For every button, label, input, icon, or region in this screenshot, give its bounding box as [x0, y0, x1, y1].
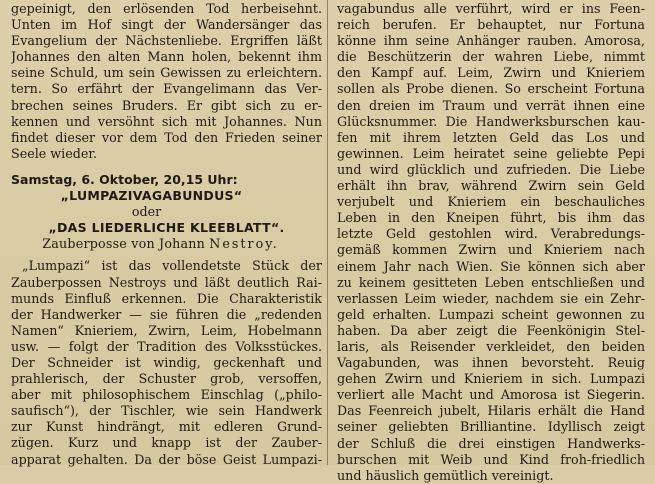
body-line: munds Einfluß erkennen. Die Charakteristik	[11, 290, 322, 306]
body-line: zügen. Kurz und knapp ist der Zauber-	[11, 435, 322, 451]
body-line: „Lumpazi“ ist das vollendetste Stück der	[22, 258, 322, 274]
body-line: geld erhalten. Lumpazi scheint gewonnen zu	[337, 306, 645, 322]
body-line: gewinnen. Leim heiratet seine geliebte Pepi	[337, 145, 645, 161]
date-heading: Samstag, 6. Oktober, 20,15 Uhr:	[11, 171, 238, 187]
body-line: Namen“ Knieriem, Zwirn, Leim, Hobelmann	[11, 322, 322, 338]
body-line: prahlerisch, der Schuster grob, versoffen,	[11, 371, 322, 387]
play-subtitle	[11, 236, 322, 252]
intro-line: Johannes den alten Mann holen, bekennt ihm	[11, 49, 322, 65]
column-rule	[327, 0, 328, 465]
intro-line: Seele wieder.	[11, 145, 98, 161]
intro-line: kennen und versöhnt sich mit Johannes. Nun	[11, 113, 322, 129]
body-line: gehen Zwirn und Knieriem in sich. Lumpazi	[337, 371, 645, 387]
body-line: der Schluß die drei einstigen Handwerks-	[337, 435, 645, 451]
body-line: letzte Geld gestohlen wird. Verabredungs-	[337, 226, 645, 242]
body-line: Das Feenreich jubelt, Hilaris erhält die Hand	[337, 403, 645, 419]
body-line: burschen mit Weib und Kind froh-friedlich	[337, 451, 645, 467]
intro-line: findet dieser vor dem Tod den Frieden seiner	[11, 129, 322, 145]
body-line: aber mit philosophischem Einschlag („philo-	[11, 387, 322, 403]
body-line: verlassen Leim wieder, nachdem sie ein Zehr-	[337, 290, 645, 306]
intro-line: Evangelium der Nächstenliebe. Ergriffen läßt	[11, 33, 322, 49]
play-title: „LUMPAZIVAGABUNDUS“	[60, 188, 243, 204]
body-line: sollen als Probe dienen. So erscheint Fortuna	[337, 81, 645, 97]
subtitle-author: Nestroy.	[209, 236, 279, 252]
body-line: fen mit ihrem letzten Geld das Los und	[337, 129, 645, 145]
body-line: den Kampf auf. Leim, Zwirn und Knieriem	[337, 65, 645, 81]
subtitle-prefix: Zauberposse von Johann	[42, 236, 210, 252]
body-line: Der Schneider ist windig, geckenhaft und	[11, 354, 322, 370]
play-alt-title: „DAS LIEDERLICHE KLEEBLATT“.	[48, 220, 285, 236]
intro-line: Unten im Hof singt der Wandersänger das	[11, 17, 322, 33]
intro-line: tern. So erfährt der Evangelimann das Ver-	[11, 81, 322, 97]
body-line: gemäß kommen Zwirn und Knieriem nach	[337, 242, 645, 258]
body-line: zur Kunst hindrängt, mit edleren Grund-	[11, 419, 322, 435]
body-line: einem Jahr nach Wien. Sie können sich aber	[337, 258, 645, 274]
body-line: apparat gehalten. Da der böse Geist Lumpazi-	[11, 451, 322, 467]
right-column	[333, 0, 655, 483]
intro-line: brechen seines Bruders. Er gibt sich zu er-	[11, 97, 322, 113]
body-line: die Beschützerin der wahren Liebe, nimmt	[337, 49, 645, 65]
intro-line: gepeinigt, den erlösenden Tod herbeisehnt.	[11, 1, 322, 16]
body-line: verjubelt und Knieriem ein beschauliches	[337, 194, 645, 210]
body-line: seiner geliebten Brilliantine. Idyllisch zeigt	[337, 419, 645, 435]
body-line: saufisch“), der Tischler, wie sein Handwerk	[11, 403, 322, 419]
body-line: vagabundus alle verführt, wird er ins Feen-	[337, 1, 645, 16]
body-line: der Handwerker — sie führen die „redenden	[11, 306, 322, 322]
body-line: Leben in den Kneipen führt, bis ihm das	[337, 210, 645, 226]
body-line: und wird glücklich und zufrieden. Die Liebe	[337, 161, 645, 177]
body-line: Glücksnummer. Die Handwerksburschen kau-	[337, 113, 645, 129]
body-line: haben. Da aber zeigt die Feenkönigin Stel-	[337, 322, 645, 338]
body-line: Vagabunden, was ihnen bevorsteht. Reuig	[337, 355, 645, 371]
intro-line: seine Schuld, um sein Gewissen zu erleichtern.	[11, 65, 322, 81]
body-line: erhält ihn brav, während Zwirn sein Geld	[337, 178, 645, 194]
body-line: zu keinem gesitteten Leben entschließen und	[337, 274, 645, 290]
body-line: reich berufen. Er behauptet, nur Fortuna	[337, 17, 645, 33]
body-line: könne ihm seine Anhänger rauben. Amorosa,	[337, 33, 645, 49]
body-line: Zauberpossen Nestroys und läßt deutlich Rai-	[11, 274, 322, 290]
body-line: und häuslich gemütlich vereinigt.	[337, 467, 554, 483]
left-column	[0, 0, 322, 465]
body-line: laris, als Reisender verkleidet, den beiden	[337, 338, 645, 354]
body-line: den dreien im Traum und verrät ihnen eine	[337, 97, 645, 113]
body-line: verliert alle Macht und Amorosa ist Siegerin.	[337, 387, 645, 403]
body-line: usw. — folgt der Tradition des Volksstückes.	[11, 338, 322, 354]
title-conjunction: oder	[131, 204, 162, 220]
